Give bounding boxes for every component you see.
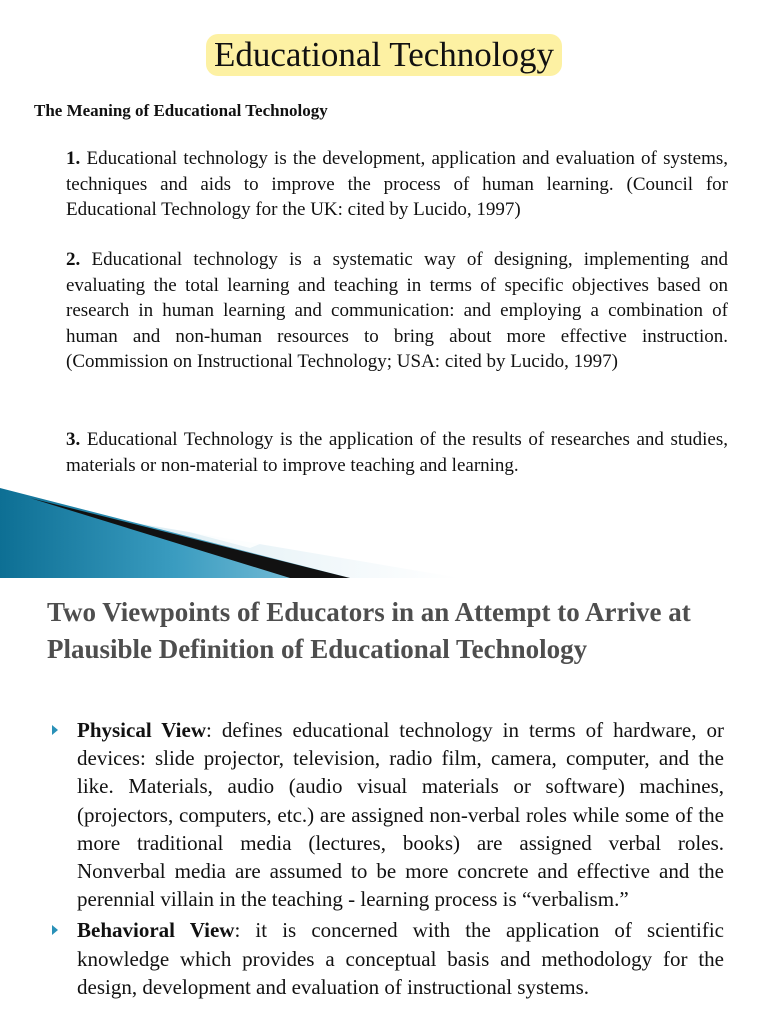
- definition-1: [66, 146, 728, 223]
- triangle-bullet-icon: [52, 925, 58, 935]
- definition-2: [66, 247, 728, 375]
- bullet-text: : it is concerned with the application of scientific knowledge which provides a conceptual basis and methodology for the design, development and evaluation of instructional systems.: [77, 918, 724, 999]
- bullet-physical-view: [52, 716, 724, 913]
- definition-3: [66, 427, 728, 478]
- bullet-behavioral-view: [52, 916, 724, 1001]
- bullet-text: : defines educational technology in terms of hardware, or devices: slide projector, television, radio film, camera, computer, and the like. Materials, audio (audio visual materials or software) machines, (projectors, computers, etc.) are assigned non-verbal roles while some of the more traditional media (lectures, books) are assigned verbal roles. Nonverbal media are assumed to be more concrete and effective and the perennial villain in the teaching - learning process is “verbalism.”: [77, 718, 724, 912]
- triangle-bullet-icon: [52, 725, 58, 735]
- bullet-term: Behavioral View: [77, 918, 235, 943]
- bullet-list: [52, 716, 724, 1004]
- slide1-title-wrap: [0, 34, 768, 76]
- definition-number: 1.: [66, 148, 81, 169]
- slide2-heading: Two Viewpoints of Educators in an Attempt to Arrive at Plausible Definition of Educational Technology: [47, 597, 691, 664]
- definition-text: Educational technology is the development, application and evaluation of systems, techniques and aids to improve the process of human learning. (Council for Educational Technology for the UK: cited by Lucido, 1997): [66, 148, 729, 221]
- definition-text: Educational technology is a systematic way of designing, implementing and evaluating the total learning and teaching in terms of specific objectives based on research in human learning and communication: and employing a combination of human and non-human resources to bring about more effective instruction. (Commission on Instructional Technology; USA: cited by Lucido, 1997): [66, 249, 728, 373]
- slide1-subheading: The Meaning of Educational Technology: [34, 101, 328, 120]
- slide1-title: Educational Technology: [206, 34, 562, 76]
- decorative-swoosh-band: [0, 478, 768, 578]
- bullet-term: Physical View: [77, 718, 207, 742]
- definition-number: 2.: [66, 249, 81, 270]
- definition-number: 3.: [66, 429, 81, 450]
- definition-text: Educational Technology is the application of the results of researches and studies, materials or non-material to improve teaching and learning.: [66, 429, 728, 476]
